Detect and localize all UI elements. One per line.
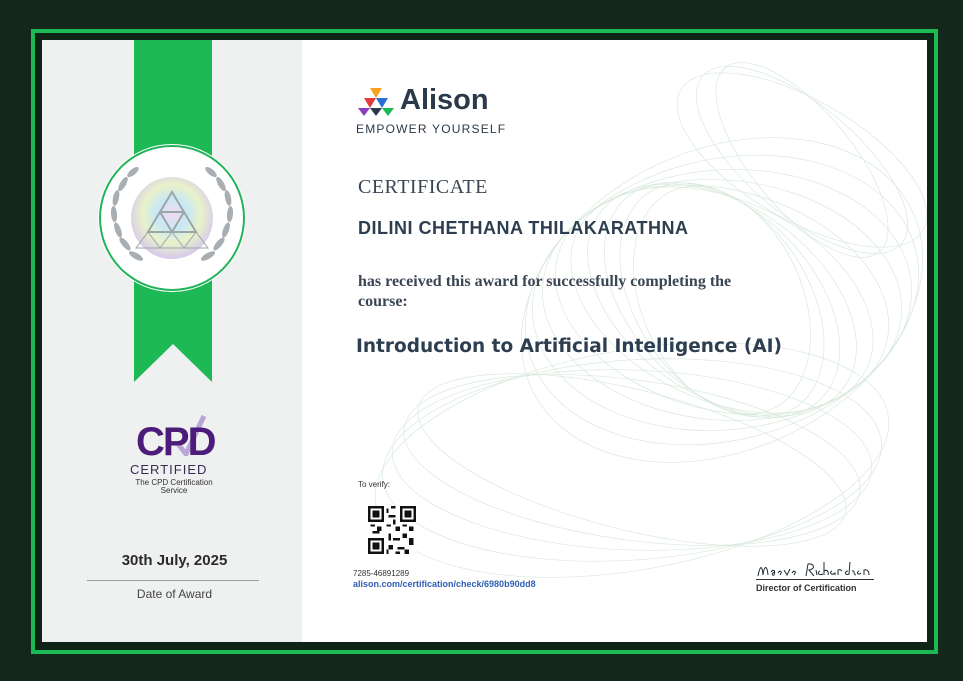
certificate-paper [42, 40, 927, 642]
award-seal [98, 144, 246, 292]
verification-id: 7285-46891289 [353, 569, 410, 578]
brand-name: Alison [400, 84, 489, 116]
alison-logo [356, 84, 516, 136]
cpd-service-text: The CPD Certification Service [135, 478, 213, 495]
laurel-wreath-icon [98, 144, 246, 292]
received-text: has received this award for successfully completing the course: [358, 273, 732, 310]
certificate-title: CERTIFICATE [358, 176, 488, 198]
cpd-certified-logo [124, 420, 224, 500]
verification-link[interactable]: alison.com/certification/check/6980b90dd8 [353, 579, 536, 589]
course-name: Introduction to Artificial Intelligence (AI) [356, 336, 783, 357]
cpd-certified-text: CERTIFIED [130, 462, 208, 477]
brand-tagline: EMPOWER YOURSELF [356, 122, 507, 136]
award-date: 30th July, 2025 [121, 552, 228, 569]
left-panel [42, 40, 302, 642]
award-date-label: Date of Award [136, 587, 213, 601]
verify-label: To verify: [358, 480, 391, 489]
signature-title: Director of Certification [756, 583, 857, 593]
date-divider [87, 580, 259, 581]
recipient-name: DILINI CHETHANA THILAKARATHNA [358, 218, 689, 238]
qr-code-icon [368, 506, 416, 554]
signature-line [756, 579, 874, 580]
alison-logo-icon [358, 88, 394, 116]
cpd-logo-text: CPD [136, 420, 215, 464]
